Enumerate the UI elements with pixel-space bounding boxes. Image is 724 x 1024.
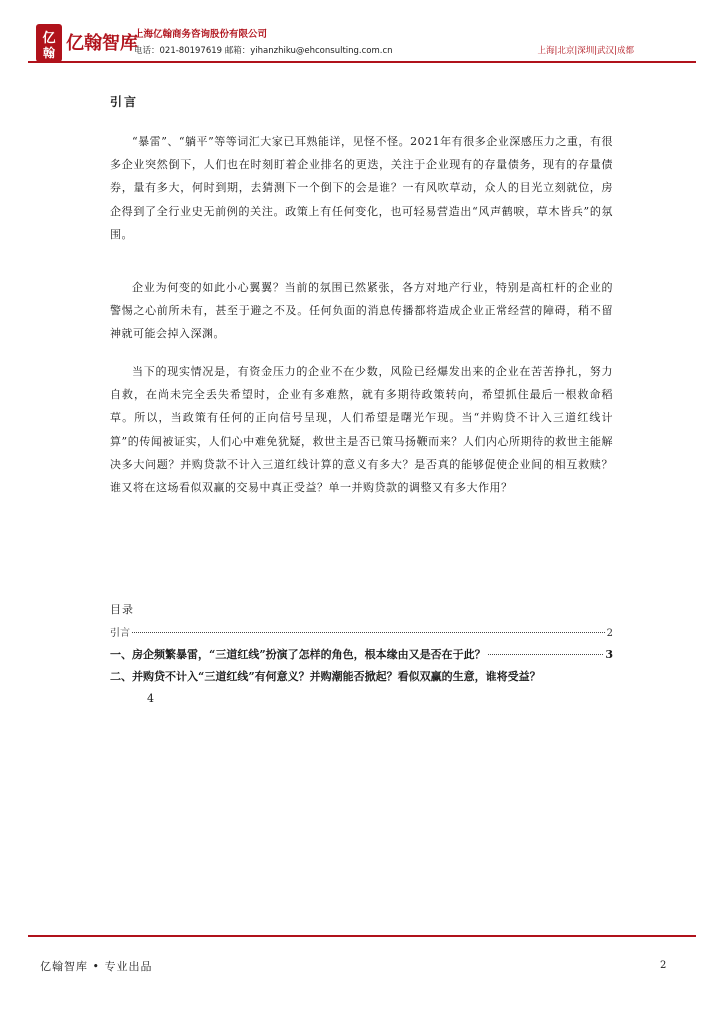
page-number: 2 bbox=[660, 960, 667, 971]
svg-text:亿: 亿 bbox=[42, 31, 56, 46]
company-name: 上海亿翰商务咨询股份有限公司 bbox=[134, 29, 268, 40]
page-header bbox=[0, 0, 724, 72]
toc-entry-page: 2 bbox=[606, 628, 613, 639]
paragraph: 当下的现实情况是，有资金压力的企业不在少数，风险已经爆发出来的企业在苦苦挣扎，努力自救，在尚未完全丢失希望时，企业有多难熬，就有多期待政策转向，希望抓住最后一根救命稻草。所以，当政策有任何的正向信号呈现，人们希望是曙光乍现。当“并购贷不计入三道红线计算”的传闻被证实，人们心中难免犹疑，救世主是否已策马扬鞭而来？人们内心所期待的救世主能解决多大问题？并购贷款不计入三道红线计算的意义有多大？是否真的能够促使企业间的相互救赎？谁又将在这场看似双赢的交易中真正受益？单一并购贷款的调整又有多大作用？ bbox=[110, 365, 613, 495]
toc-entry[interactable] bbox=[110, 668, 613, 684]
header-divider bbox=[28, 61, 696, 63]
contact-info: 电话：021-80197619 邮箱：yihanzhiku@ehconsulting.com.cn bbox=[134, 46, 393, 56]
toc-leader bbox=[132, 632, 605, 633]
toc-entry[interactable] bbox=[110, 646, 613, 662]
svg-text:亿翰智库: 亿翰智库 bbox=[66, 33, 138, 54]
toc-entry-label: 二、并购贷不计入“三道红线”有何意义？并购潮能否掀起？看似双赢的生意，谁将受益？ bbox=[110, 670, 541, 683]
footer-divider bbox=[28, 935, 696, 937]
section-heading: 引言 bbox=[110, 95, 139, 109]
toc-entry-page: 4 bbox=[147, 692, 154, 705]
footer-brand: 亿翰智库 • 专业出品 bbox=[40, 960, 153, 973]
svg-text:翰: 翰 bbox=[42, 46, 56, 60]
office-cities: 上海|北京|深圳|武汉|成都 bbox=[537, 46, 634, 56]
toc-title: 目录 bbox=[110, 603, 134, 616]
toc-entry-label: 引言 bbox=[110, 628, 130, 639]
toc-entry-label: 一、房企频繁暴雷，“三道红线”扮演了怎样的角色，根本缘由又是否在于此？ bbox=[110, 648, 486, 661]
paragraph: 企业为何变的如此小心翼翼？当前的氛围已然紧张，各方对地产行业，特别是高杠杆的企业的警惕之心前所未有，甚至于避之不及。任何负面的消息传播都将造成企业正常经营的障碍，稍不留神就可能会掉入深渊。 bbox=[110, 281, 613, 341]
paragraph: “暴雷”、“躺平”等等词汇大家已耳熟能详，见怪不怪。2021年有很多企业深感压力之重，有很多企业突然倒下，人们也在时刻盯着企业排名的更迭，关注于企业现有的存量债务，现有的存量债券，量有多大，何时到期，去猜测下一个倒下的会是谁？一有风吹草动，众人的目光立刻就位，房企得到了全行业史无前例的关注。政策上有任何变化，也可轻易营造出“风声鹤唳，草木皆兵”的氛围。 bbox=[110, 135, 613, 241]
toc-entry[interactable] bbox=[110, 624, 613, 639]
toc-entry-page: 3 bbox=[605, 648, 613, 661]
toc-leader bbox=[488, 654, 604, 655]
